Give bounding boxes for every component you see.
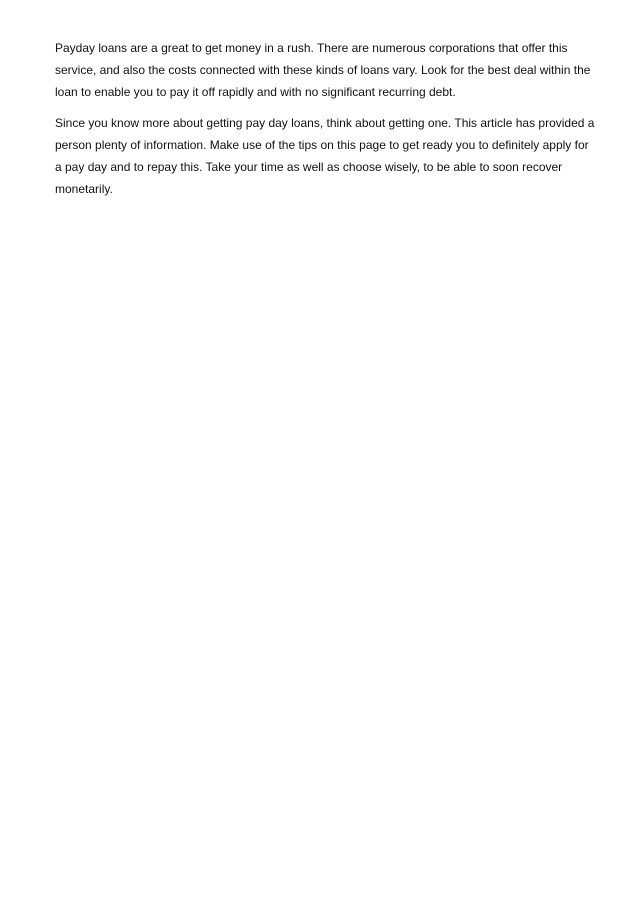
paragraph-1: Payday loans are a great to get money in a rush. There are numerous corporations that offer this service, and also the costs connected with these kinds of loans vary. Look for the best deal within the loan to enable you to pay it off rapidly and with no significant recurring debt. [55, 41, 591, 99]
paragraph-2: Since you know more about getting pay day loans, think about getting one. This article has provided a person plenty of information. Make use of the tips on this page to get ready you to definitely apply for a pay day and to repay this. Take your time as well as choose wisely, to be able to soon recover monetarily. [55, 116, 595, 196]
document-body [55, 37, 595, 209]
